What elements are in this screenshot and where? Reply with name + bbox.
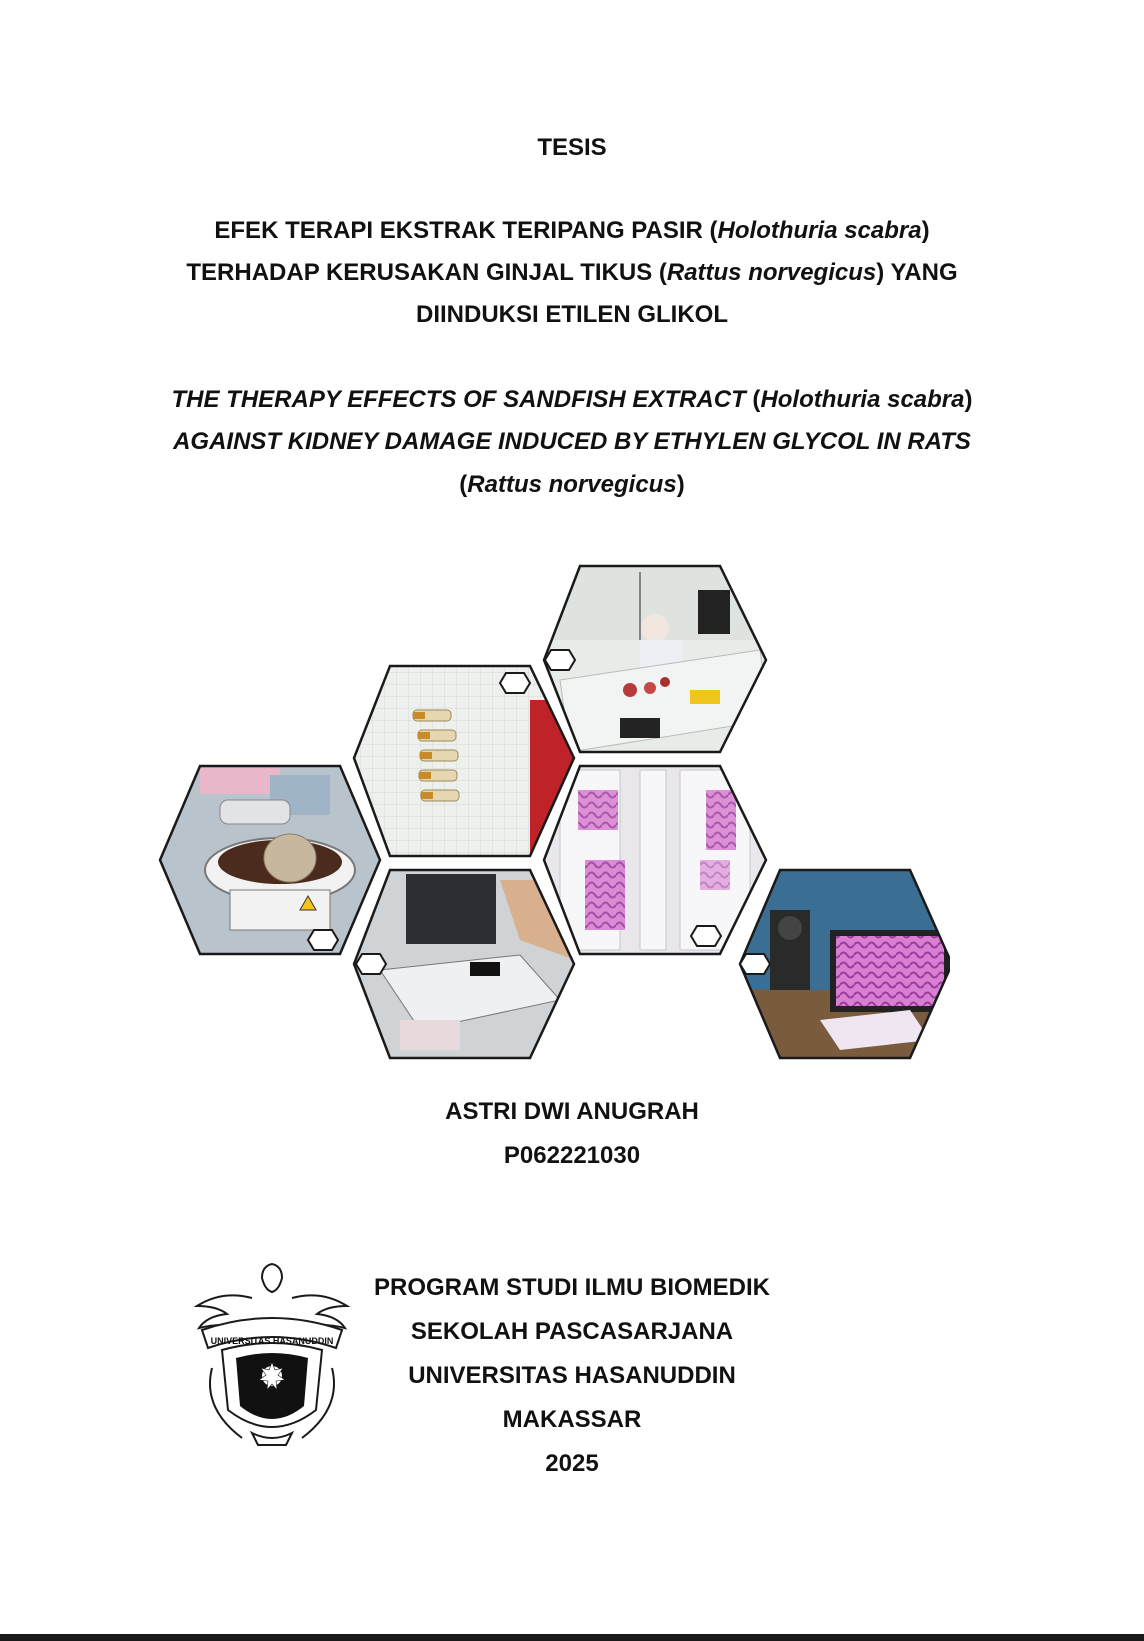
- photo-sample-tubes: [350, 660, 580, 860]
- document-type-label: TESIS: [537, 134, 607, 161]
- city-name: MAKASSAR: [502, 1406, 642, 1433]
- title-id-line-1: EFEK TERAPI EKSTRAK TERIPANG PASIR (Holothuria scabra): [214, 217, 930, 244]
- species-name: Holothuria scabra: [760, 386, 965, 413]
- school-name: SEKOLAH PASCASARJANA: [410, 1318, 734, 1345]
- photo-collage: [150, 560, 950, 1060]
- title-en-line-3: (Rattus norvegicus): [459, 471, 685, 498]
- program-name: PROGRAM STUDI ILMU BIOMEDIK: [374, 1274, 770, 1301]
- species-name: Rattus norvegicus: [666, 259, 877, 286]
- title-en-line-1: THE THERAPY EFFECTS OF SANDFISH EXTRACT (Holothuria scabra): [171, 386, 973, 413]
- bottom-rule: [0, 1634, 1144, 1641]
- student-id: P062221030: [503, 1142, 641, 1169]
- species-name: Holothuria scabra: [717, 217, 922, 244]
- author-name: ASTRI DWI ANUGRAH: [445, 1098, 699, 1125]
- university-name: UNIVERSITAS HASANUDDIN: [408, 1362, 736, 1389]
- title-en-line-2: AGAINST KIDNEY DAMAGE INDUCED BY ETHYLEN GLYCOL IN RATS: [173, 428, 971, 455]
- photo-stained-slides: [540, 760, 770, 960]
- logo-banner-text: UNIVERSITAS HASANUDDIN: [210, 1336, 334, 1346]
- year: 2025: [545, 1450, 599, 1477]
- title-id-line-2: TERHADAP KERUSAKAN GINJAL TIKUS (Rattus norvegicus) YANG: [186, 259, 958, 286]
- title-id-line-3: DIINDUKSI ETILEN GLIKOL: [416, 301, 728, 328]
- species-name: Rattus norvegicus: [467, 471, 677, 498]
